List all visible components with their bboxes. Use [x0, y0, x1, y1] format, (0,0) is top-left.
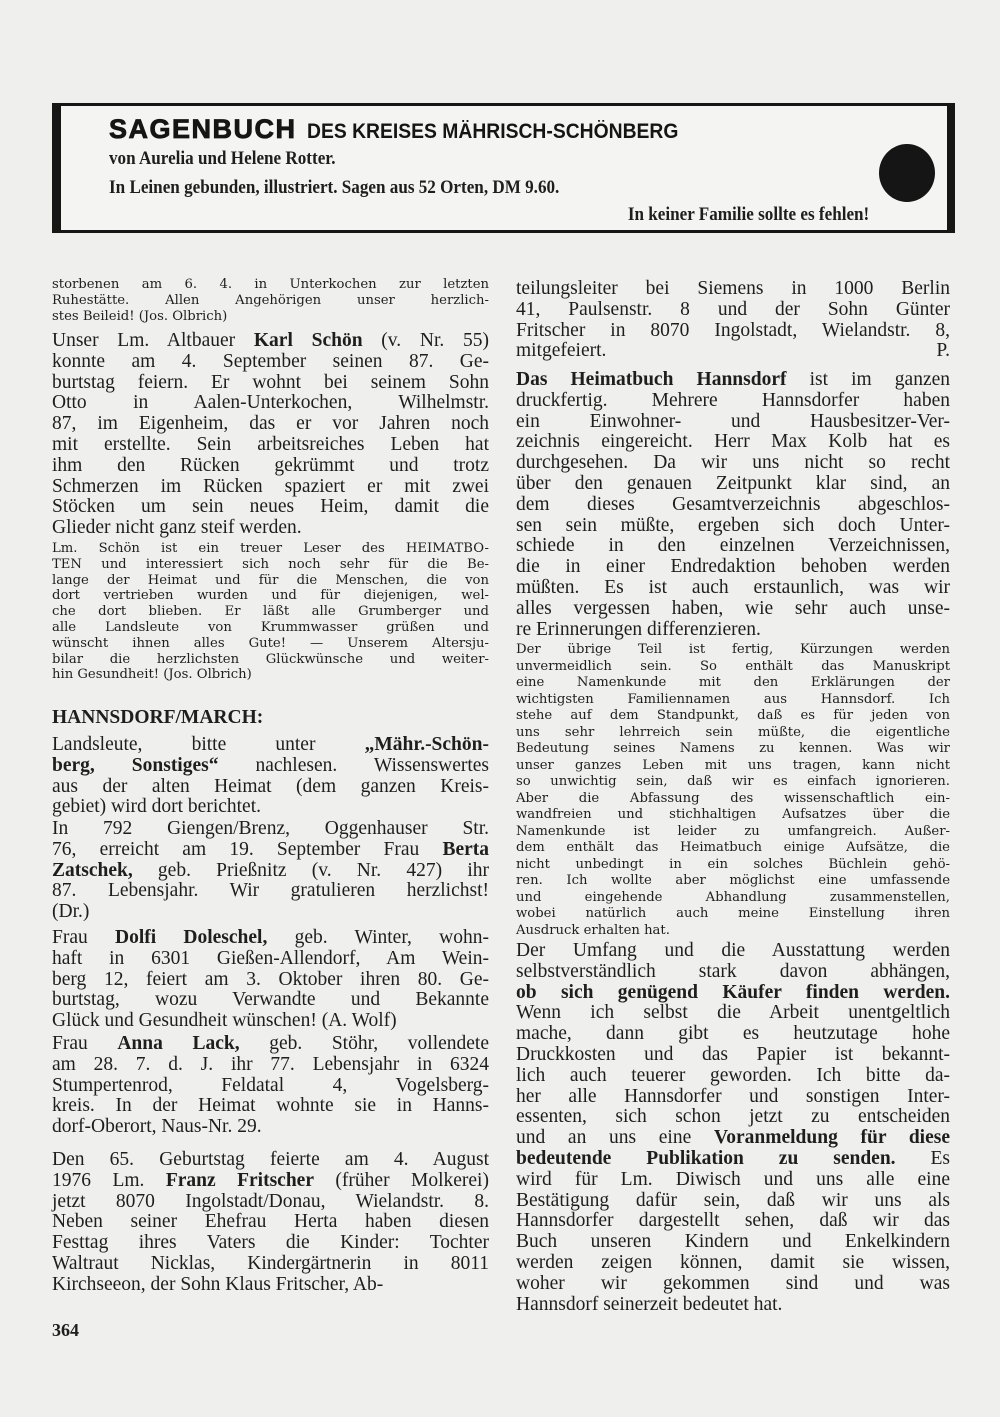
text-segment: die in einer Endredaktion behoben werden [516, 556, 950, 578]
text-segment: Wenn ich selbst die Arbeit unentgeltlich [516, 1002, 950, 1024]
text-segment: 41, Paulsenstr. 8 und der Sohn Günter [516, 298, 950, 320]
text-line [52, 588, 489, 604]
bold-name: Franz Fritscher [165, 1169, 314, 1191]
text-line [52, 518, 489, 539]
text-segment: aus der alten Heimat (dem ganzen Kreis- [52, 775, 489, 797]
text-line [52, 393, 489, 414]
text-line [516, 906, 950, 923]
text-segment: am 28. 7. d. J. ihr 77. Lebensjahr in 6324 [52, 1053, 489, 1075]
text-line [52, 573, 489, 589]
text-line [516, 807, 950, 824]
text-segment: re Erinnerungen differenzieren. [516, 618, 761, 640]
ad-details: In Leinen gebunden, illustriert. Sagen aus 52 Orten, DM 9.60. [109, 177, 560, 198]
text-segment: dorf-Oberort, Naus-Nr. 29. [52, 1116, 262, 1138]
text-segment: 87, im Eigenheim, das er vor Jahren noch [52, 413, 489, 435]
text-segment: Der übrige Teil ist fertig, Kürzungen werden [516, 642, 950, 657]
text-segment: werden zeigen können, damit sie wissen, [516, 1251, 950, 1273]
text-line [516, 557, 950, 578]
text-line [516, 1066, 950, 1087]
bold-name: ob sich genügend Käufer finden werden. [516, 981, 950, 1003]
article-paragraph [516, 370, 950, 640]
text-segment: mitgefeiert. P. [516, 340, 950, 362]
text-line [52, 990, 489, 1011]
text-segment: durchgesehen. Da wir uns nicht so recht [516, 452, 950, 474]
text-line [52, 557, 489, 573]
ad-title-main: SAGENBUCH [109, 114, 297, 144]
text-line [52, 1055, 489, 1076]
text-line [516, 1087, 950, 1108]
ad-slogan: In keiner Familie sollte es fehlen! [627, 204, 869, 225]
text-segment: zeichnis eingereicht. Herr Max Kolb hat es [516, 431, 950, 453]
text-segment: druckfertig. Mehrere Hannsdorfer haben [516, 389, 950, 411]
text-line [52, 293, 489, 309]
text-line [52, 435, 489, 456]
text-line [52, 735, 489, 756]
text-line [52, 620, 489, 636]
text-segment: Bedeutung seines Namens zu kennen. Was wir [516, 741, 950, 756]
text-line [52, 970, 489, 991]
text-segment: wird für Lm. Diwisch und uns alle eine [516, 1168, 950, 1190]
text-segment: (früher Molkerei) [313, 1169, 489, 1191]
text-line [52, 331, 489, 352]
text-line [52, 1150, 489, 1171]
text-segment: geb. Prießnitz (v. Nr. 427) ihr [132, 859, 489, 881]
text-line [516, 857, 950, 874]
text-segment: ist im ganzen [786, 369, 950, 390]
text-segment: burtstag, wozu Verwandte und Bekannte [52, 989, 489, 1011]
text-segment: Ausdruck erhalten hat. [516, 922, 670, 938]
section-heading: HANNSDORF/MARCH: [52, 707, 264, 728]
text-segment: bilar die herzlichsten Glückwünsche und weiter- [52, 651, 489, 667]
text-line [516, 1107, 950, 1128]
text-line [52, 309, 489, 325]
text-line [516, 791, 950, 808]
text-segment: dem dieses Gesamtverzeichnis abgeschlos- [516, 493, 950, 515]
text-line [516, 341, 950, 362]
text-segment: berg 12, feiert am 3. Oktober ihren 80. Ge- [52, 968, 489, 990]
article-paragraph [52, 928, 489, 1032]
text-segment: (Dr.) [52, 901, 90, 923]
text-line [516, 432, 950, 453]
text-line [516, 642, 950, 659]
text-line [52, 777, 489, 798]
text-segment: dort vertrieben wurden und für diejenigen, wel- [52, 588, 489, 604]
text-segment: Aber die Abfassung des wissenschaftlich ein- [516, 790, 950, 806]
black-dot-icon [879, 144, 935, 202]
text-line [516, 840, 950, 857]
text-line [516, 1211, 950, 1232]
text-segment: geb. Stöhr, vollendete [239, 1033, 489, 1054]
text-segment: unser ganzes Leben mit uns tragen, kann nicht [516, 757, 950, 773]
article-paragraph [516, 642, 950, 939]
text-line [516, 495, 950, 516]
text-segment: Festtag ihres Vaters die Kinder: Tochter [52, 1232, 489, 1254]
text-line [516, 725, 950, 742]
text-segment: ren. Ich wollte aber möglichst eine umfassende [516, 873, 950, 888]
text-segment: (v. Nr. 55) [362, 330, 489, 351]
text-segment: Stumpertenrod, Feldatal 4, Vogelsberg- [52, 1074, 489, 1096]
bold-name: Zatschek, [52, 859, 133, 881]
text-segment: Fritscher in 8070 Ingolstadt, Wielandstr. 8, [516, 319, 950, 341]
text-line [516, 1274, 950, 1295]
text-line [516, 620, 950, 641]
text-line [52, 1192, 489, 1213]
article-paragraph [52, 331, 489, 539]
text-line [52, 636, 489, 652]
bold-name: Voranmeldung für diese [713, 1127, 950, 1149]
text-line [52, 949, 489, 970]
text-segment: haft in 6301 Gießen-Allendorf, Am Wein- [52, 947, 489, 969]
text-segment: hin Gesundheit! (Jos. Olbrich) [52, 667, 252, 683]
bold-name: berg, Sonstiges“ [52, 754, 219, 776]
text-segment: Der Umfang und die Ausstattung werden [516, 940, 950, 961]
text-line [516, 824, 950, 841]
text-segment: che dort blieben. Er läßt alle Grumberger und [52, 604, 489, 620]
text-segment: In 792 Giengen/Brenz, Oggenhauser Str. [52, 818, 489, 839]
text-segment: mache, dann gibt es heutzutage hohe [516, 1023, 950, 1045]
text-line [52, 652, 489, 668]
text-line [52, 1254, 489, 1275]
text-segment: uns sehr lehrreich sein müßte, die eigentliche [516, 724, 950, 740]
article-paragraph [52, 541, 489, 683]
text-segment: Unser Lm. Altbauer [52, 330, 254, 351]
text-segment: Kirchseeon, der Sohn Klaus Fritscher, Ab- [52, 1273, 384, 1295]
text-line [516, 659, 950, 676]
text-segment: mit erstellte. Sein arbeitsreiches Leben hat [52, 433, 489, 455]
article-paragraph [52, 1034, 489, 1138]
text-segment: ein Einwohner- und Hausbesitzer-Ver- [516, 410, 950, 432]
text-segment: über den genauen Zeitpunkt klar sind, an [516, 472, 950, 494]
text-segment: 1976 Lm. [52, 1169, 166, 1191]
text-segment: gebiet) wird dort berichtet. [52, 796, 262, 818]
text-line [52, 373, 489, 394]
text-segment: Hannsdorfer dargestellt sehen, daß wir das [516, 1210, 950, 1232]
text-line [516, 708, 950, 725]
text-segment: selbstverständlich stark davon abhängen, [516, 960, 950, 982]
text-segment: geb. Winter, wohn- [267, 927, 489, 948]
text-segment: teilungsleiter bei Siemens in 1000 Berlin [516, 278, 950, 299]
text-line [52, 840, 489, 861]
text-segment: Waltraut Nicklas, Kindergärtnerin in 8011 [52, 1252, 489, 1274]
text-line [516, 412, 950, 433]
text-line [52, 1011, 489, 1032]
text-line [52, 477, 489, 498]
text-segment: stehe auf dem Standpunkt, daß es für jeden von [516, 708, 950, 723]
text-line [516, 873, 950, 890]
article-paragraph [516, 279, 950, 362]
text-line [516, 578, 950, 599]
text-segment: unvermeidlich sein. So enthält das Manuskript [516, 658, 950, 674]
bold-name: Dolfi Doleschel, [114, 927, 268, 948]
text-line [52, 277, 489, 293]
text-segment: Frau [52, 1033, 118, 1054]
text-segment: jetzt 8070 Ingolstadt/Donau, Wielandstr. 8. [52, 1190, 489, 1212]
text-segment: lange der Heimat und für die Menschen, die von [52, 572, 489, 588]
text-segment: her alle Hannsdorfer und sonstigen Inter- [516, 1085, 950, 1107]
text-line [516, 1149, 950, 1170]
text-line [516, 890, 950, 907]
ad-title-subtitle: DES KREISES MÄHRISCH-SCHÖNBERG [306, 120, 678, 143]
text-segment: 76, erreicht am 19. September Frau [52, 838, 443, 860]
text-segment: Namenkunde ist leider zu umfangreich. Außer- [516, 823, 950, 839]
text-line [516, 692, 950, 709]
text-line [516, 741, 950, 758]
text-segment: wichtigsten Familiennamen aus Hannsdorf. Ich [516, 691, 950, 707]
text-line [516, 391, 950, 412]
text-segment: Neben seiner Ehefrau Herta haben diesen [52, 1211, 489, 1233]
text-segment: burtstag feiern. Er wohnt bei seinem Sohn [52, 371, 489, 393]
text-line [516, 758, 950, 775]
text-segment: Ruhestätte. Allen Angehörigen unser herzlich- [52, 292, 489, 308]
text-line [516, 300, 950, 321]
text-line [52, 541, 489, 557]
ad-authors: von Aurelia und Helene Rotter. [109, 148, 336, 169]
article-paragraph [52, 277, 489, 324]
text-segment: schiede in den einzelnen Verzeichnissen, [516, 535, 950, 557]
text-segment: Bestätigung dafür sein, daß wir uns als [516, 1189, 950, 1211]
bold-name: Berta [442, 838, 489, 860]
text-line [516, 962, 950, 983]
text-segment: Glieder nicht ganz steif werden. [52, 517, 302, 539]
text-segment: Den 65. Geburtstag feierte am 4. August [52, 1149, 489, 1170]
text-line [52, 456, 489, 477]
text-line [516, 599, 950, 620]
text-line [52, 1233, 489, 1254]
text-line [516, 1295, 950, 1316]
text-line [516, 1191, 950, 1212]
bold-name: Karl Schön [253, 330, 363, 351]
text-line [516, 675, 950, 692]
text-line [516, 536, 950, 557]
book-advertisement [52, 103, 955, 233]
page-number: 364 [52, 1320, 79, 1340]
bold-name: Anna Lack, [117, 1033, 240, 1054]
text-segment: wobei natürlich auch meine Einstellung ihren [516, 906, 950, 921]
text-line [516, 321, 950, 342]
text-segment: Druckkosten und das Papier ist bekannt- [516, 1043, 950, 1065]
text-line [516, 370, 950, 391]
text-line [52, 1076, 489, 1097]
bold-name: „Mähr.-Schön- [364, 734, 489, 755]
text-segment: Schmerzen im Rücken spaziert er mit zwei [52, 475, 489, 497]
text-segment: storbenen am 6. 4. in Unterkochen zur letzten [52, 277, 489, 292]
bold-name: Das Heimatbuch Hannsdorf [516, 369, 787, 390]
text-segment: Stöcken um sein neues Heim, damit die [52, 496, 489, 518]
text-segment: kreis. In der Heimat wohnte sie in Hanns- [52, 1095, 489, 1117]
text-line [52, 1212, 489, 1233]
text-line [52, 928, 489, 949]
text-segment: Es [895, 1147, 950, 1169]
text-segment: Buch unseren Kindern und Enkelkindern [516, 1231, 950, 1253]
text-line [516, 1045, 950, 1066]
text-segment: Hannsdorf seinerzeit bedeutet hat. [516, 1293, 783, 1315]
bold-name: bedeutende Publikation zu senden. [516, 1147, 896, 1169]
text-line [52, 902, 489, 923]
article-paragraph [52, 1150, 489, 1296]
text-segment: so unwichtig sein, daß wir es einfach ignorieren. [516, 774, 950, 789]
text-line [516, 983, 950, 1004]
text-line [516, 1024, 950, 1045]
text-line [52, 497, 489, 518]
text-line [52, 352, 489, 373]
text-line [52, 819, 489, 840]
text-segment: wünscht ihnen alles Gute! — Unserem Altersju- [52, 635, 489, 651]
article-paragraph [52, 819, 489, 923]
text-segment: Landsleute, bitte unter [52, 734, 365, 755]
text-segment: Glück und Gesundheit wünschen! (A. Wolf) [52, 1010, 397, 1032]
text-segment: müßten. Es ist auch erstaunlich, was wir [516, 576, 950, 598]
article-paragraph [516, 941, 950, 1315]
text-line [52, 1096, 489, 1117]
text-line [516, 1003, 950, 1024]
text-line [52, 1171, 489, 1192]
text-segment: Lm. Schön ist ein treuer Leser des HEIMATBO- [52, 541, 489, 556]
text-line [516, 516, 950, 537]
text-segment: stes Beileid! (Jos. Olbrich) [52, 308, 228, 324]
text-segment: nachlesen. Wissenswertes [218, 754, 489, 776]
text-line [52, 797, 489, 818]
text-segment: dem enthält das Heimatbuch einige Aufsätze, die [516, 840, 950, 855]
text-line [52, 881, 489, 902]
text-line [516, 279, 950, 300]
text-line [52, 1275, 489, 1296]
text-line [52, 414, 489, 435]
text-segment: sen sein müßte, ergeben sich doch Unter- [516, 514, 950, 536]
text-segment: essenten, sich schon jetzt zu entscheiden [516, 1106, 950, 1128]
text-segment: ihm den Rücken gekrümmt und trotz [52, 454, 489, 476]
text-line [516, 1253, 950, 1274]
text-line [52, 1117, 489, 1138]
text-segment: Frau [52, 927, 115, 948]
text-line [52, 667, 489, 683]
text-segment: wandfreien und stichhaltigen Aufsatzes über die [516, 807, 950, 822]
text-line [516, 474, 950, 495]
text-line [516, 1128, 950, 1149]
text-segment: lich auch teuerer geworden. Ich bitte da- [516, 1064, 950, 1086]
text-segment: nicht unbedingt in ein solches Büchlein gehö- [516, 856, 950, 872]
text-line [516, 941, 950, 962]
text-line [516, 923, 950, 940]
text-line [516, 774, 950, 791]
text-segment: alle Landsleute von Krummwasser grüßen und [52, 619, 489, 635]
article-paragraph [52, 735, 489, 818]
text-segment: und eingehende Abhandlung zusammenstellen, [516, 889, 950, 905]
text-segment: und an uns eine [516, 1127, 714, 1149]
text-segment: woher wir gekommen sind und was [516, 1272, 950, 1294]
text-line [52, 1034, 489, 1055]
text-segment: Otto in Aalen-Unterkochen, Wilhelmstr. [52, 392, 489, 414]
text-segment: 87. Lebensjahr. Wir gratulieren herzlichst! [52, 880, 489, 902]
text-segment: konnte am 4. September seinen 87. Ge- [52, 350, 489, 372]
text-line [516, 1170, 950, 1191]
text-segment: TEN und interessiert sich noch sehr für die Be- [52, 556, 489, 572]
text-line [52, 756, 489, 777]
text-segment: eine Namenkunde mit den Erklärungen der [516, 675, 950, 690]
text-line [52, 604, 489, 620]
text-segment: alles vergessen haben, wie sehr auch unse- [516, 597, 950, 619]
ad-title [109, 114, 710, 145]
text-line [516, 453, 950, 474]
text-line [52, 861, 489, 882]
text-line [516, 1232, 950, 1253]
